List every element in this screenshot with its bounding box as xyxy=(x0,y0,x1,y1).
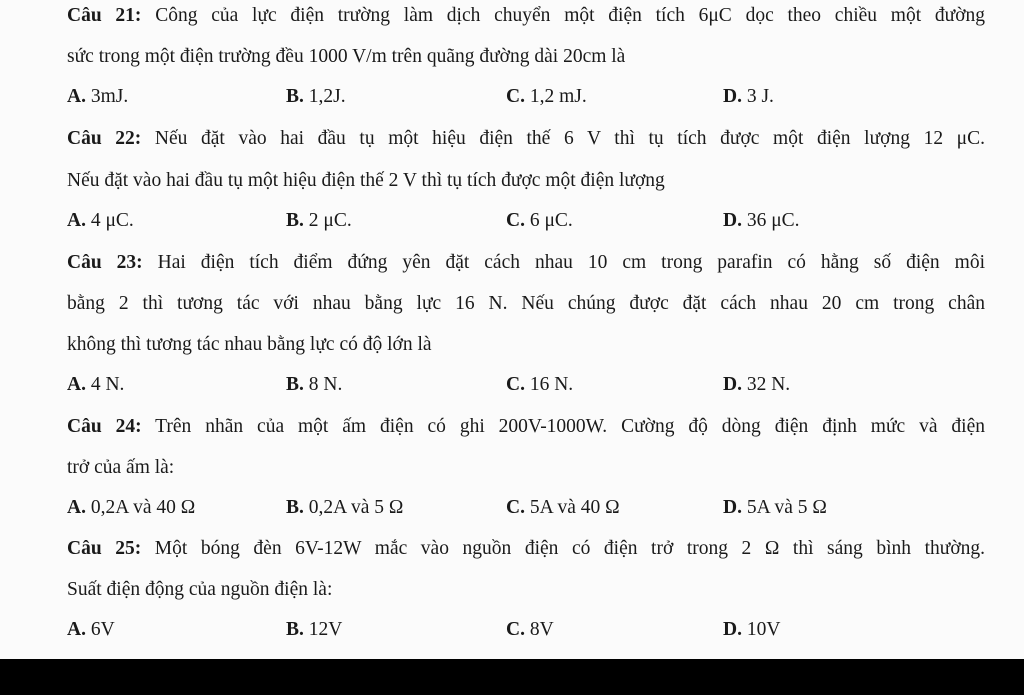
question-25-text-2: Suất điện động của nguồn điện là: xyxy=(67,579,333,600)
question-23-option-b[interactable] xyxy=(286,374,342,396)
question-24-label: Câu 24: xyxy=(67,416,142,437)
option-text: 10V xyxy=(746,619,781,640)
question-21-line-2 xyxy=(67,46,625,68)
question-22-option-d[interactable] xyxy=(723,210,800,232)
option-text: 1,2 mJ. xyxy=(529,86,587,107)
question-22-text-1: Nếu đặt vào hai đầu tụ một hiệu điện thế 6 V thì tụ tích được một điện lượng 12 μC. xyxy=(154,128,986,149)
option-text: 1,2J. xyxy=(308,86,346,107)
option-text: 4 μC. xyxy=(90,210,134,231)
question-21-text-2: sức trong một điện trường đều 1000 V/m trên quãng đường dài 20cm là xyxy=(67,46,626,67)
question-23-line-2 xyxy=(67,293,985,315)
question-21-option-d[interactable] xyxy=(723,86,774,108)
option-text: 8V xyxy=(529,619,554,640)
question-25-option-c[interactable] xyxy=(506,619,554,641)
question-23-text-1: Hai điện tích điểm đứng yên đặt cách nhau 10 cm trong parafin có hằng số điện môi xyxy=(157,252,985,273)
question-23-label: Câu 23: xyxy=(67,252,143,273)
question-25-line-2 xyxy=(67,579,332,601)
question-23-line-3 xyxy=(67,334,432,356)
question-25-line-1 xyxy=(67,538,985,560)
question-21-option-a[interactable] xyxy=(67,86,128,108)
option-letter: D. xyxy=(723,619,742,640)
option-letter: D. xyxy=(723,86,742,107)
question-23-line-1 xyxy=(67,252,985,274)
option-letter: C. xyxy=(506,619,525,640)
option-text: 6 μC. xyxy=(529,210,573,231)
option-letter: A. xyxy=(67,619,86,640)
question-22-option-c[interactable] xyxy=(506,210,573,232)
option-text: 0,2A và 5 Ω xyxy=(308,497,404,518)
question-23-option-d[interactable] xyxy=(723,374,790,396)
bottom-black-bar xyxy=(0,659,1024,695)
option-letter: D. xyxy=(723,374,742,395)
question-25-option-b[interactable] xyxy=(286,619,342,641)
option-letter: A. xyxy=(67,86,86,107)
question-23-text-2: bằng 2 thì tương tác với nhau bằng lực 16 N. Nếu chúng được đặt cách nhau 20 cm trong chân xyxy=(67,293,985,314)
question-22-line-2 xyxy=(67,170,665,192)
option-letter: C. xyxy=(506,86,525,107)
option-letter: A. xyxy=(67,497,86,518)
option-text: 2 μC. xyxy=(308,210,352,231)
question-21-label: Câu 21: xyxy=(67,5,142,26)
option-text: 36 μC. xyxy=(746,210,800,231)
option-text: 16 N. xyxy=(529,374,574,395)
question-21-line-1 xyxy=(67,5,985,27)
question-21-option-b[interactable] xyxy=(286,86,346,108)
question-24-option-c[interactable] xyxy=(506,497,620,519)
option-letter: C. xyxy=(506,210,525,231)
question-25-options xyxy=(67,619,985,645)
question-22-option-b[interactable] xyxy=(286,210,352,232)
question-24-option-b[interactable] xyxy=(286,497,403,519)
question-23-text-3: không thì tương tác nhau bằng lực có độ lớn là xyxy=(67,334,432,355)
option-letter: D. xyxy=(723,210,742,231)
question-22-option-a[interactable] xyxy=(67,210,134,232)
question-25-text-1: Một bóng đèn 6V-12W mắc vào nguồn điện có điện trở trong 2 Ω thì sáng bình thường. xyxy=(154,538,986,559)
question-24-options xyxy=(67,497,985,523)
question-22-label: Câu 22: xyxy=(67,128,142,149)
option-text: 12V xyxy=(308,619,343,640)
question-24-text-1: Trên nhãn của một ấm điện có ghi 200V-1000W. Cường độ dòng điện định mức và điện xyxy=(155,416,986,437)
question-24-line-2 xyxy=(67,457,174,479)
option-text: 6V xyxy=(90,619,115,640)
option-letter: B. xyxy=(286,619,304,640)
question-21-option-c[interactable] xyxy=(506,86,587,108)
question-24-option-a[interactable] xyxy=(67,497,195,519)
option-text: 5A và 40 Ω xyxy=(529,497,620,518)
question-23-option-c[interactable] xyxy=(506,374,573,396)
option-letter: A. xyxy=(67,210,86,231)
question-21-options xyxy=(67,86,985,112)
option-letter: B. xyxy=(286,86,304,107)
option-text: 4 N. xyxy=(90,374,125,395)
question-25-option-d[interactable] xyxy=(723,619,780,641)
question-23-option-a[interactable] xyxy=(67,374,124,396)
question-25-label: Câu 25: xyxy=(67,538,142,559)
option-text: 3mJ. xyxy=(90,86,129,107)
option-letter: B. xyxy=(286,497,304,518)
question-25-option-a[interactable] xyxy=(67,619,115,641)
option-letter: B. xyxy=(286,210,304,231)
question-21-text-1: Công của lực điện trường làm dịch chuyển một điện tích 6μC dọc theo chiều một đường xyxy=(155,5,986,26)
question-23-options xyxy=(67,374,985,400)
question-22-text-2: Nếu đặt vào hai đầu tụ một hiệu điện thế 2 V thì tụ tích được một điện lượng xyxy=(67,170,665,191)
option-letter: C. xyxy=(506,374,525,395)
option-letter: A. xyxy=(67,374,86,395)
question-24-option-d[interactable] xyxy=(723,497,827,519)
question-24-line-1 xyxy=(67,416,985,438)
option-text: 5A và 5 Ω xyxy=(746,497,827,518)
option-letter: C. xyxy=(506,497,525,518)
option-text: 3 J. xyxy=(746,86,774,107)
option-letter: B. xyxy=(286,374,304,395)
question-22-options xyxy=(67,210,985,236)
question-24-text-2: trở của ấm là: xyxy=(67,457,175,478)
option-letter: D. xyxy=(723,497,742,518)
option-text: 0,2A và 40 Ω xyxy=(90,497,196,518)
question-22-line-1 xyxy=(67,128,985,150)
option-text: 8 N. xyxy=(308,374,343,395)
option-text: 32 N. xyxy=(746,374,791,395)
